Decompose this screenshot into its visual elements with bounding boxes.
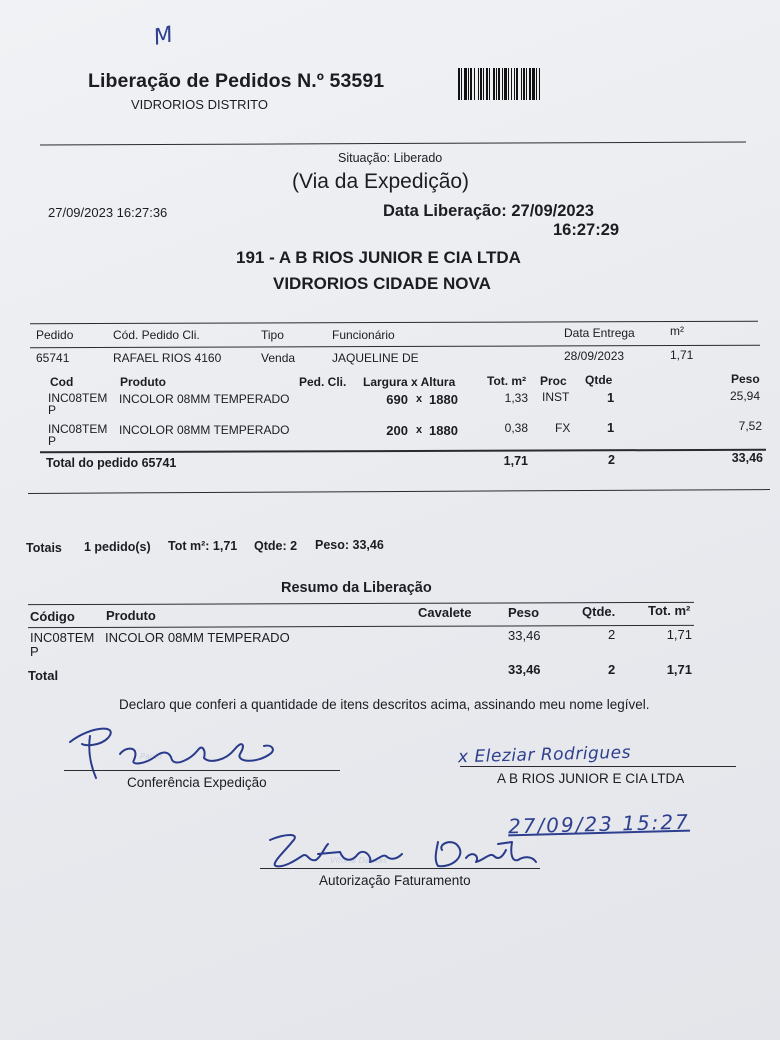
barcode-bar [480, 68, 482, 100]
col-header-m2: m² [670, 324, 684, 338]
client-name: 191 - A B RIOS JUNIOR E CIA LTDA [236, 248, 521, 267]
autorizacao-label: Autorização Faturamento [319, 873, 471, 888]
summary-row-codigo-line2: P [30, 644, 39, 659]
item-row-2-largura: 200 [386, 423, 408, 438]
summary-header-qtde: Qtde. [582, 604, 616, 619]
col-header-pedido: Pedido [36, 328, 74, 342]
autorizacao-signature-text: Vitória Dantas [330, 856, 388, 865]
barcode-bar [489, 68, 490, 100]
order-total-label: Total do pedido 65741 [46, 456, 177, 470]
barcode-bar [502, 68, 503, 100]
item-row-1-peso: 25,94 [729, 389, 760, 403]
col-header-data-entrega: Data Entrega [564, 326, 635, 340]
totals-peso: Peso: 33,46 [315, 538, 384, 552]
summary-header-produto: Produto [106, 608, 156, 623]
barcode-bar [536, 68, 537, 100]
barcode-bar [478, 68, 479, 100]
barcode-bar [511, 68, 512, 100]
item-row-2-altura: 1880 [429, 423, 458, 438]
barcode-bar [539, 68, 540, 100]
barcode-bar [521, 68, 522, 100]
item-row-2-proc: FX [555, 421, 571, 435]
order-tipo: Venda [261, 351, 296, 365]
order-total-rule [40, 449, 766, 454]
order-header-rule [30, 345, 760, 349]
barcode-bar [458, 68, 460, 100]
col-header-cod-cli: Cód. Pedido Cli. [113, 328, 200, 342]
totals-qtde: Qtde: 2 [254, 539, 298, 553]
summary-header-codigo: Código [30, 609, 75, 624]
barcode-bar [468, 68, 469, 100]
summary-row-tot-m2: 1,71 [666, 627, 692, 642]
via-label: (Via da Expedição) [292, 170, 470, 193]
totals-tot-m2: Tot m²: 1,71 [168, 539, 238, 553]
release-time: 16:27:29 [553, 221, 620, 239]
item-row-1-qtde: 1 [607, 390, 615, 405]
item-row-2-x: x [416, 424, 423, 436]
item-row-1-cod-line1: INC08TEM [48, 391, 108, 405]
summary-total-label: Total [28, 668, 59, 683]
summary-total-qtde: 2 [608, 662, 616, 677]
order-total-tot-m2: 1,71 [503, 454, 528, 468]
item-header-ped-cli: Ped. Cli. [299, 375, 347, 389]
item-header-proc: Proc [540, 374, 567, 388]
autorizacao-signature [262, 826, 542, 874]
barcode-bar [483, 68, 484, 100]
summary-row-qtde: 2 [608, 627, 616, 642]
status-line: Situação: Liberado [338, 151, 443, 165]
item-row-2-produto: INCOLOR 08MM TEMPERADO [119, 423, 290, 437]
item-header-largura-altura: Largura x Altura [363, 375, 456, 389]
item-row-1-proc: INST [542, 390, 570, 404]
summary-row-peso: 33,46 [508, 628, 541, 643]
conferencia-label: Conferência Expedição [127, 775, 267, 790]
order-table-top-rule [30, 321, 758, 325]
release-date: Data Liberação: 27/09/2023 [383, 202, 594, 220]
client-signature-label: A B RIOS JUNIOR E CIA LTDA [497, 771, 685, 786]
item-row-2-cod-line1: INC08TEM [48, 422, 108, 436]
item-header-qtde: Qtde [585, 373, 613, 387]
client-signature-handwriting: x Eleziar Rodrigues [457, 742, 632, 768]
barcode-bar [514, 68, 515, 100]
item-header-tot-m2: Tot. m² [487, 374, 527, 388]
conferencia-signature-line [64, 770, 340, 771]
barcode-bar [504, 68, 507, 100]
item-row-2-qtde: 1 [607, 420, 615, 435]
order-total-peso: 33,46 [731, 451, 763, 465]
summary-row-produto: INCOLOR 08MM TEMPERADO [105, 630, 290, 645]
barcode-bar [461, 68, 462, 100]
item-row-1-cod [48, 392, 107, 416]
item-row-1-altura: 1880 [429, 392, 458, 407]
barcode-bar [508, 68, 509, 100]
barcode-bar [498, 68, 500, 100]
barcode [458, 68, 604, 100]
item-row-1-produto: INCOLOR 08MM TEMPERADO [119, 392, 290, 406]
barcode-bar [523, 68, 525, 100]
item-row-2-tot-m2: 0,38 [504, 421, 528, 435]
summary-row-codigo-line1: INC08TEM [30, 630, 95, 645]
header-divider [40, 141, 746, 145]
handwritten-initial: M [151, 22, 176, 51]
item-row-1-cod-line2: P [48, 403, 57, 417]
item-header-produto: Produto [120, 375, 166, 389]
item-row-1-tot-m2: 1,33 [504, 391, 528, 405]
barcode-bar [493, 68, 495, 100]
summary-total-tot-m2: 1,71 [666, 662, 692, 677]
barcode-bar [486, 68, 488, 100]
item-row-1-largura: 690 [386, 392, 408, 407]
order-section-bottom-rule [28, 489, 770, 494]
summary-header-rule [28, 625, 694, 628]
barcode-bar [532, 68, 535, 100]
item-row-1-x: x [416, 393, 423, 405]
col-header-funcionario: Funcionário [332, 328, 395, 342]
item-row-2-cod [48, 423, 107, 447]
order-m2: 1,71 [670, 348, 694, 362]
order-cod-cli: RAFAEL RIOS 4160 [113, 351, 222, 365]
document-title: Liberação de Pedidos N.º 53591 [88, 70, 385, 92]
summary-header-peso: Peso [508, 605, 540, 620]
item-header-peso: Peso [731, 372, 760, 386]
issuing-company: VIDRORIOS DISTRITO [131, 97, 268, 112]
client-store: VIDRORIOS CIDADE NOVA [273, 274, 491, 293]
item-header-cod: Cod [50, 375, 74, 389]
summary-row-codigo [30, 631, 94, 659]
order-total-qtde: 2 [608, 453, 615, 467]
col-header-tipo: Tipo [261, 328, 284, 342]
summary-header-cavalete: Cavalete [418, 605, 472, 620]
client-signature-line [460, 766, 736, 767]
barcode-bar [529, 68, 531, 100]
summary-header-tot-m2: Tot. m² [648, 603, 691, 618]
barcode-bar [526, 68, 527, 100]
summary-title: Resumo da Liberação [281, 580, 432, 596]
order-pedido: 65741 [36, 351, 70, 365]
item-row-2-cod-line2: P [48, 434, 57, 448]
order-data-entrega: 28/09/2023 [564, 349, 625, 363]
autorizacao-signature-line [260, 868, 540, 869]
print-datetime: 27/09/2023 16:27:36 [48, 205, 168, 220]
summary-total-peso: 33,46 [508, 662, 541, 677]
handwritten-datetime: 27/09/23 15:27 [507, 809, 691, 839]
barcode-bar [516, 68, 518, 100]
conferencia-signature [60, 720, 290, 782]
barcode-bar [470, 68, 472, 100]
declaration-text: Declaro que conferi a quantidade de itens descritos acima, assinando meu nome legível. [119, 697, 650, 712]
barcode-bar [474, 68, 475, 100]
totals-label: Totais [26, 541, 62, 555]
barcode-bar [496, 68, 497, 100]
item-row-2-peso: 7,52 [738, 419, 762, 433]
conferencia-signature-text: Paulo [140, 752, 162, 761]
barcode-bar [464, 68, 467, 100]
totals-pedidos: 1 pedido(s) [84, 540, 151, 554]
order-funcionario: JAQUELINE DE [332, 351, 419, 365]
